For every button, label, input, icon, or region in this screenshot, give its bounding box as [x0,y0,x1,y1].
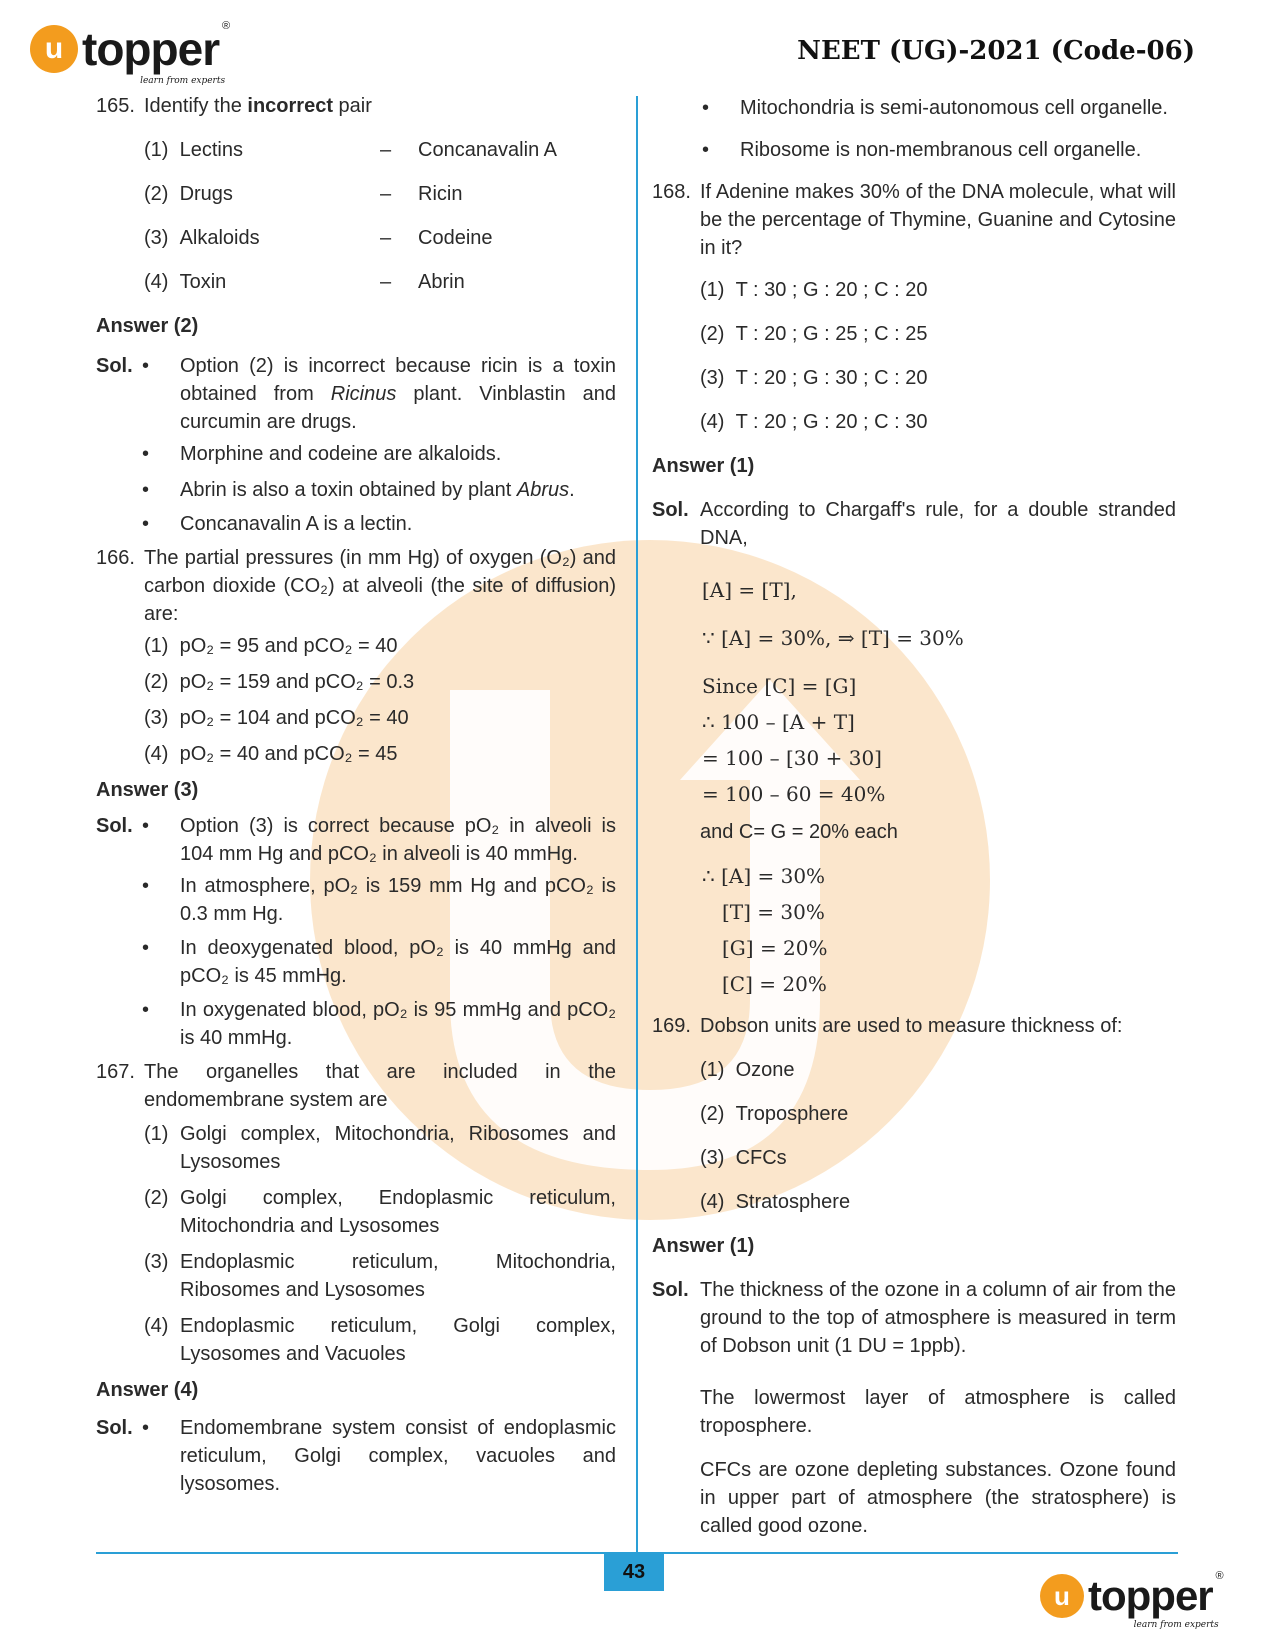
exam-title: NEET (UG)-2021 (Code-06) [797,36,1195,66]
option-2: (2) Troposphere [700,1103,849,1125]
option-2: (2) Drugs [144,183,233,205]
math-line: ∴ 100 – [A + T] [702,710,855,734]
option-1: (1) Lectins [144,139,243,161]
column-divider [636,96,638,1552]
solution-label: Sol. [652,499,689,521]
solution-point: Concanavalin A is a lectin. [180,513,413,535]
question-165: 165. Identify the incorrect pair [96,92,616,120]
solution-point: In deoxygenated blood, pO₂ is 40 mmHg and pCO₂ is 45 mmHg. [180,937,616,987]
option-4: (4) Stratosphere [700,1191,851,1213]
brand-wordmark: topper [82,23,220,75]
math-line: [T] = 30% [722,900,825,924]
page-number: 43 [604,1553,664,1591]
math-line: = 100 – [30 + 30] [702,746,882,770]
question-166: 166. The partial pressures (in mm Hg) of oxygen (O₂) and carbon dioxide (CO₂) at alveoli (the site of diffusion) are: [96,547,616,625]
option-1: (1) T : 30 ; G : 20 ; C : 20 [700,279,928,301]
answer: Answer (1) [652,455,755,477]
solution-point: Option (2) is incorrect because ricin is a toxin obtained from Ricinus plant. Vinblastin and curcumin are drugs. [180,355,616,433]
question-168: 168. If Adenine makes 30% of the DNA molecule, what will be the percentage of Thymine, Guanine and Cytosine in it? [652,181,1176,259]
math-line: = 100 – 60 = 40% [702,782,886,806]
solution-point: The lowermost layer of atmosphere is called troposphere. [700,1387,1176,1437]
solution-point: Mitochondria is semi-autonomous cell organelle. [740,97,1168,119]
solution-point: Abrin is also a toxin obtained by plant Abrus. [180,479,575,501]
answer: Answer (3) [96,779,199,801]
solution-point: Endomembrane system consist of endoplasmic reticulum, Golgi complex, vacuoles and lysosomes. [180,1417,616,1495]
solution-point: Ribosome is non-membranous cell organelle. [740,139,1142,161]
option-3: (3) Endoplasmic reticulum, Mitochondria, Ribosomes and Lysosomes [144,1251,616,1301]
math-line: ∴ [A] = 30% [702,864,826,888]
option-1: (1) Ozone [700,1059,795,1081]
option-2: (2) Golgi complex, Endoplasmic reticulum, Mitochondria and Lysosomes [144,1187,616,1237]
question-167: 167. The organelles that are included in the endomembrane system are [96,1061,616,1111]
footer-brand-wordmark: topper [1088,1572,1213,1619]
solution-point: Option (3) is correct because pO₂ in alveoli is 104 mm Hg and pCO₂ in alveoli is 40 mmHg. [180,815,616,865]
footer-brand-logo [1040,1570,1223,1630]
solution-label: Sol. [96,815,133,837]
solution-label: Sol. [96,1417,133,1439]
footer-reg-mark: ® [1215,1570,1223,1582]
answer: Answer (4) [96,1379,199,1401]
solution-label: Sol. [96,355,133,377]
footer-logo-icon: u [1040,1574,1084,1618]
solution-point: In oxygenated blood, pO₂ is 95 mmHg and pCO₂ is 40 mmHg. [180,999,616,1049]
math-line: [C] = 20% [722,972,827,996]
brand-logo-icon: u [30,25,78,73]
answer: Answer (1) [652,1235,755,1257]
footer-brand-tagline: learn from experts [1133,1620,1219,1630]
solution-intro: According to Chargaff's rule, for a double stranded DNA, [700,499,1176,549]
question-169: 169. Dobson units are used to measure thickness of: [652,1015,1123,1037]
brand-reg-mark: ® [222,20,230,32]
option-4: (4) Toxin [144,271,227,293]
option-3: (3) T : 20 ; G : 30 ; C : 20 [700,367,928,389]
math-line: [A] = [T], [702,578,797,602]
option-1: (1) pO₂ = 95 and pCO₂ = 40 [144,635,398,657]
solution-point: CFCs are ozone depleting substances. Ozone found in upper part of atmosphere (the stratosphere) is called good ozone. [700,1459,1176,1537]
option-4: (4) Endoplasmic reticulum, Golgi complex, Lysosomes and Vacuoles [144,1315,616,1365]
math-line: ∵ [A] = 30%, ⇒ [T] = 30% [702,626,964,650]
option-2: (2) T : 20 ; G : 25 ; C : 25 [700,323,928,345]
solution-label: Sol. [652,1279,689,1301]
math-line: Since [C] = [G] [702,674,857,698]
solution-point: In atmosphere, pO₂ is 159 mm Hg and pCO₂ is 0.3 mm Hg. [180,875,616,925]
option-4: (4) pO₂ = 40 and pCO₂ = 45 [144,743,398,765]
option-4: (4) T : 20 ; G : 20 ; C : 30 [700,411,928,433]
math-line: [G] = 20% [722,936,828,960]
option-3: (3) pO₂ = 104 and pCO₂ = 40 [144,707,409,729]
solution-point: Morphine and codeine are alkaloids. [180,443,502,465]
option-3: (3) Alkaloids [144,227,260,249]
option-3: (3) CFCs [700,1147,787,1169]
option-2: (2) pO₂ = 159 and pCO₂ = 0.3 [144,671,415,693]
answer: Answer (2) [96,315,199,337]
option-1: (1) Golgi complex, Mitochondria, Ribosomes and Lysosomes [144,1123,616,1173]
solution-point: The thickness of the ozone in a column of air from the ground to the top of atmosphere is measured in term of Dobson unit (1 DU = 1ppb). [700,1279,1176,1357]
brand-logo [30,20,230,86]
math-line: and C= G = 20% each [700,821,898,843]
brand-tagline: learn from experts [140,76,226,86]
question-number: 165. [96,95,135,117]
